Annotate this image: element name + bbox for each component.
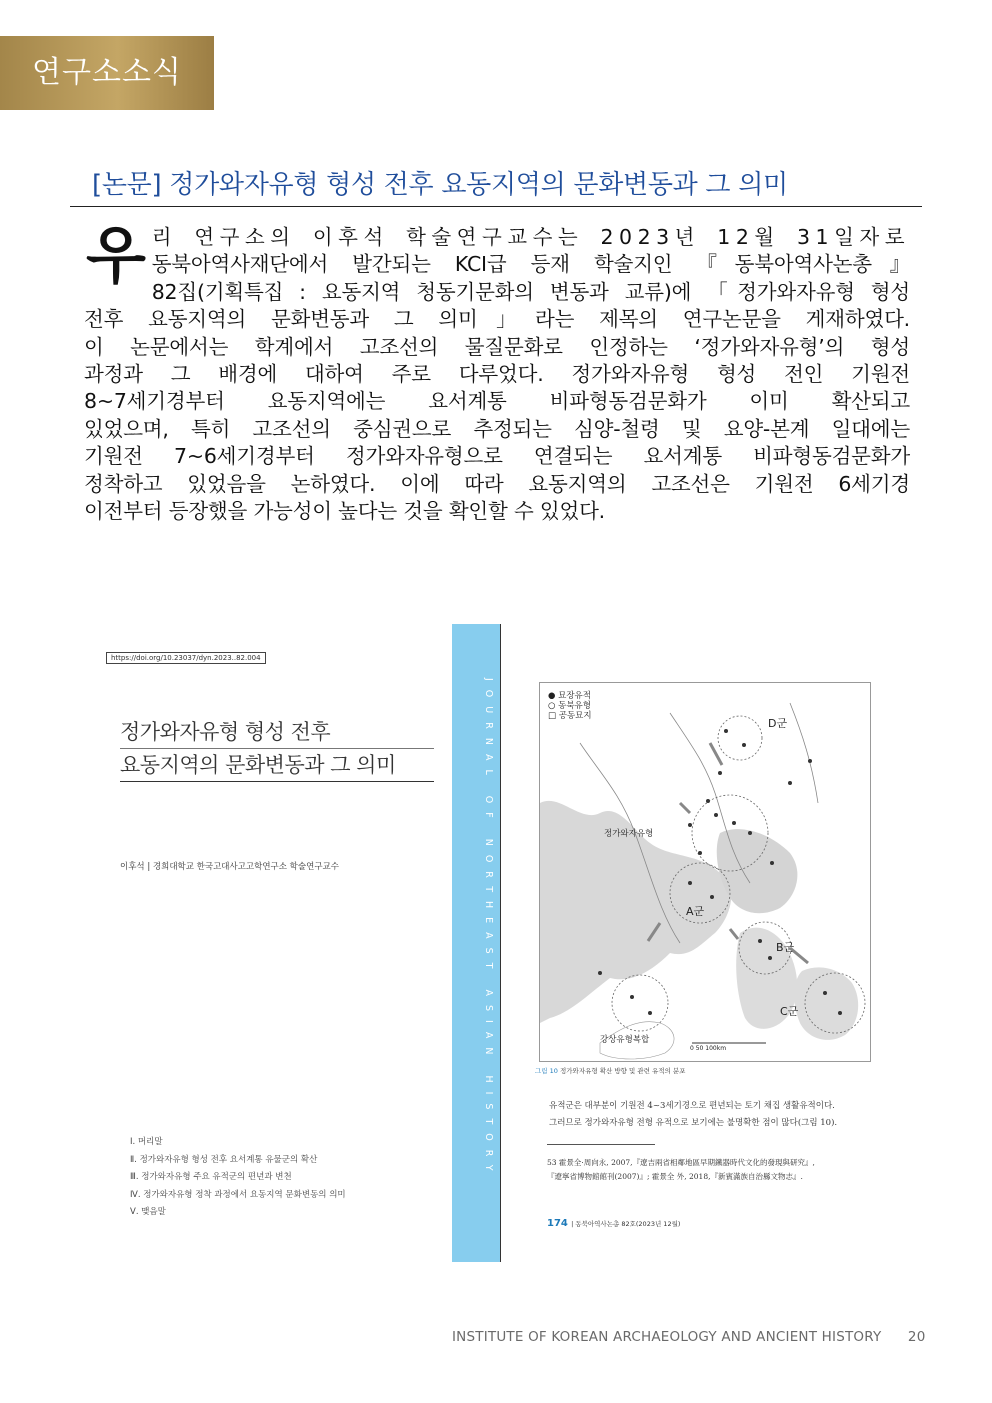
journal-spine [452, 624, 500, 1262]
inner-page-text [549, 1098, 867, 1132]
body-line: 82집(기획특집 : 요동지역 청동기문화의 변동과 교류)에 「정가와자유형 형성 [151, 279, 910, 304]
distribution-map [539, 682, 871, 1062]
map-legend: ● 묘장유적 [548, 691, 591, 701]
figure-number: 그림 10 [535, 1067, 558, 1075]
paper-title [120, 716, 434, 782]
footnote [547, 1156, 867, 1183]
toc-item: Ⅲ. 정가와자유형 주요 유적군의 편년과 변천 [130, 1172, 292, 1182]
footnote-line: 53 霍景全·周向永, 2007,『遼吉兩省相鄰地區早期鐵器時代文化的發現與研究』, [547, 1158, 815, 1167]
inner-page-line: 그러므로 정가와자유형 전형 유적으로 보기에는 불명확한 점이 많다(그림 10). [549, 1118, 838, 1128]
toc-item: Ⅰ. 머리말 [130, 1137, 163, 1147]
paper-title-line: 요동지역의 문화변동과 그 의미 [120, 749, 434, 782]
map-legend: □ 공동묘지 [548, 711, 592, 721]
inner-page-number [547, 1218, 680, 1229]
body-line: 8~7세기경부터 요동지역에는 요서계통 비파형동검문화가 이미 확산되고 [84, 389, 910, 414]
title-divider [70, 206, 922, 207]
map-group-label: C군 [780, 1005, 799, 1018]
body-line: 기원전 7~6세기경부터 정가와자유형으로 연결되는 요서계통 비파형동검문화가 [84, 444, 910, 469]
body-line: 동북아역사재단에서 발간되는 KCI급 등재 학술지인 『동북아역사논총』 [151, 252, 910, 277]
map-scale: 0 50 100km [690, 1045, 727, 1052]
figure-caption [535, 1066, 685, 1075]
map-legend: ○ 동북유형 [548, 701, 591, 711]
footer-institute: INSTITUTE OF KOREAN ARCHAEOLOGY AND ANCIENT HISTORY [452, 1329, 882, 1345]
body-line: 과정과 그 배경에 대하여 주로 다루었다. 정가와자유형 형성 전인 기원전 [84, 362, 910, 387]
body-line: 리 연구소의 이후석 학술연구교수는 2023년 12월 31일자로 [151, 225, 910, 249]
footnote-line: 『遼寧省博物館館刊(2007)』; 霍景全 外, 2018,『新賓滿族自治縣文物志』. [547, 1171, 803, 1181]
map-group-label: B군 [776, 941, 795, 954]
page-journal: | 동북아역사논총 82호(2023년 12월) [571, 1220, 681, 1228]
spine-text: JOURNAL OF NORTHEAST ASIAN HISTORY [483, 678, 494, 1180]
map-region-label: 강상유형복합 [600, 1035, 650, 1045]
map-group-label: A군 [686, 905, 705, 918]
paper-author: 이후석 | 경희대학교 한국고대사고고학연구소 학술연구교수 [120, 862, 339, 872]
body-line: 전후 요동지역의 문화변동과 그 의미」라는 제목의 연구논문을 게재하였다. [84, 307, 910, 332]
paper-inner-page [501, 624, 880, 1262]
map-region-label: 정가와자유형 [604, 829, 654, 839]
toc-item: Ⅴ. 맺음말 [130, 1207, 166, 1217]
body-line: 이 논문에서는 학계에서 고조선의 물질문화로 인정하는 ‘정가와자유형’의 형성 [84, 334, 910, 359]
map-group-label: D군 [768, 717, 788, 730]
paper-first-page [90, 624, 452, 1262]
doi-label: https://doi.org/10.23037/dyn.2023..82.004 [106, 652, 266, 664]
body-line: 있었으며, 특히 고조선의 중심권으로 추정되는 심양-철령 및 요양-본계 일대에는 [84, 416, 910, 441]
paper-toc [130, 1134, 346, 1222]
footer-page-number: 20 [907, 1329, 926, 1345]
article-title: [논문] 정가와자유형 형성 전후 요동지역의 문화변동과 그 의미 [92, 170, 788, 200]
paper-spread-image [90, 624, 880, 1262]
inner-page-line: 유적군은 대부분이 기원전 4~3세기경으로 편년되는 토기 채집 생활유적이다. [549, 1101, 835, 1111]
body-line: 정착하고 있었음을 논하였다. 이에 따라 요동지역의 고조선은 기원전 6세기경 [84, 471, 910, 496]
toc-item: Ⅱ. 정가와자유형 형성 전후 요서계통 유물군의 확산 [130, 1154, 318, 1165]
map-graphic [540, 683, 870, 1061]
page-number-value: 174 [547, 1218, 568, 1229]
drop-cap: 우 [86, 219, 146, 292]
section-badge: 연구소소식 [0, 36, 214, 110]
body-line: 이전부터 등장했을 가능성이 높다는 것을 확인할 수 있었다. [84, 499, 606, 524]
footnote-divider [547, 1144, 655, 1145]
paper-title-line: 정가와자유형 형성 전후 [120, 716, 434, 749]
toc-item: Ⅳ. 정가와자유형 정착 과정에서 요동지역 문화변동의 의미 [130, 1189, 346, 1200]
page-footer [452, 1329, 926, 1345]
figure-caption-text: 정가와자유형 확산 방향 및 관련 유적의 분포 [559, 1067, 686, 1075]
article-body [84, 219, 910, 525]
